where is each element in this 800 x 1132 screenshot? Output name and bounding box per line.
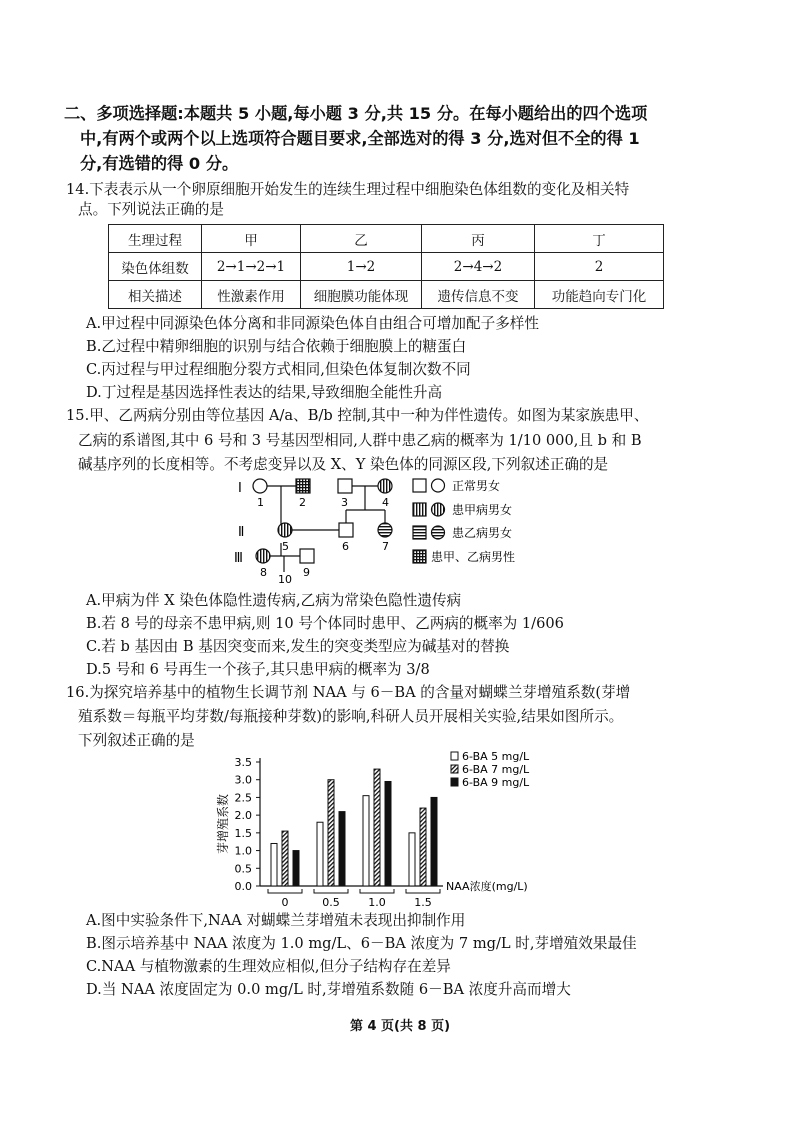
y-tick-label: 3.5 [234,756,252,769]
chart-legend [451,750,530,789]
q16-option-d: D.当 NAA 浓度固定为 0.0 mg/L 时,芽增殖系数随 6－BA 浓度升高而增大 [86,981,571,998]
individual-numbers [257,496,389,584]
group-bracket [406,889,440,893]
legend-entry: 6-BA 5 mg/L [462,750,530,763]
individual-6 [339,523,353,537]
bar [328,780,334,886]
generation-label-ii: Ⅱ [238,525,245,540]
x-tick-label: 0 [281,896,289,909]
number-5: 5 [282,540,289,553]
individual-5 [278,523,292,537]
section-header-line-2: 中,有两个或两个以上选项符合题目要求,全部选对的得 3 分,选对但不全的得 1 [80,129,640,148]
bar [293,851,299,886]
q14-option-b: B.乙过程中精卵细胞的识别与结合依赖于细胞膜上的糖蛋白 [86,338,467,355]
individual-4 [378,479,392,493]
table-cell: 丙 [422,225,535,253]
table-cell: 甲 [202,225,301,253]
table-cell: 2 [535,253,664,281]
legend-swatch [451,765,458,773]
table-cell: 功能趋向专门化 [535,281,664,309]
group-bracket [268,889,302,893]
page-footer: 第 4 页(共 8 页) [349,1019,451,1034]
bar [374,769,380,886]
table-cell: 丁 [535,225,664,253]
bar [339,812,345,886]
table-cell: 遗传信息不变 [422,281,535,309]
q14-stem-line-1: 14.下表表示从一个卵原细胞开始发生的连续生理过程中细胞染色体组数的变化及相关特 [66,181,630,198]
q16-option-a: A.图中实验条件下,NAA 对蝴蝶兰芽增殖未表现出抑制作用 [86,912,466,929]
number-8: 8 [260,566,267,579]
table-row [109,253,664,281]
group-bracket [314,889,348,893]
bar [431,797,437,886]
x-tick-label: 0.5 [322,896,340,909]
q15-option-a: A.甲病为伴 X 染色体隐性遗传病,乙病为常染色隐性遗传病 [86,592,462,609]
number-9: 9 [303,566,310,579]
bar [409,833,415,886]
table-cell: 生理过程 [109,225,202,253]
q16-option-b: B.图示培养基中 NAA 浓度为 1.0 mg/L、6－BA 浓度为 7 mg/L 时,芽增殖效果最佳 [86,935,637,952]
generation-label-i: I [238,481,242,496]
individual-3 [338,479,352,493]
q15-option-c: C.若 b 基因由 B 基因突变而来,发生的突变类型应为碱基对的替换 [86,638,510,655]
table-cell: 乙 [301,225,422,253]
individual-7 [378,523,392,537]
q14-option-d: D.丁过程是基因选择性表达的结果,导致细胞全能性升高 [86,384,443,401]
individual-9 [300,549,314,563]
q14-table [108,224,664,309]
table-row [109,281,664,309]
y-tick-label: 1.0 [234,844,252,858]
table-cell: 2→1→2→1 [202,253,301,281]
table-cell: 1→2 [301,253,422,281]
y-tick-label: 0.5 [234,862,252,876]
number-7: 7 [382,540,389,553]
legend-normal: 正常男女 [452,479,501,493]
table-cell: 细胞膜功能体现 [301,281,422,309]
table-cell: 2→4→2 [422,253,535,281]
section-header-line-3: 分,有选错的得 0 分。 [80,154,239,173]
q15-stem-line-2: 乙病的系谱图,其中 6 号和 3 号基因型相同,人群中患乙病的概率为 1/10 000,且 b 和 B [78,432,642,449]
legend-both: 患甲、乙病男性 [431,550,516,564]
legend-entry: 6-BA 7 mg/L [462,763,530,776]
q15-stem-line-1: 15.甲、乙两病分别由等位基因 A/a、B/b 控制,其中一种为伴性遗传。如图为某家族患甲、 [66,407,649,424]
q15-pedigree [230,472,550,584]
q16-stem-line-3: 下列叙述正确的是 [78,732,195,749]
q16-option-c: C.NAA 与植物激素的生理效应相似,但分子结构存在差异 [86,958,451,975]
x-axis-label: NAA浓度(mg/L) [446,880,528,893]
y-tick-label: 2.0 [234,809,252,823]
group-bracket [360,889,394,893]
legend-disease-a: 患甲病男女 [452,503,513,517]
bar [317,822,323,886]
q14-stem-line-2: 点。下列说法正确的是 [78,201,224,218]
table-cell: 染色体组数 [109,253,202,281]
table-cell: 相关描述 [109,281,202,309]
number-10: 10 [278,573,292,584]
q16-stem-line-1: 16.为探究培养基中的植物生长调节剂 NAA 与 6－BA 的含量对蝴蝶兰芽增殖系数(芽增 [66,684,631,701]
individual-8 [256,549,270,563]
q15-stem-line-3: 碱基序列的长度相等。不考虑变异以及 X、Y 染色体的同源区段,下列叙述正确的是 [78,456,609,473]
legend-entry: 6-BA 9 mg/L [462,776,530,789]
table-row [109,225,664,253]
q14-option-a: A.甲过程中同源染色体分离和非同源染色体自由组合可增加配子多样性 [86,315,539,332]
y-tick-label: 3.0 [234,773,252,787]
legend-swatch [451,752,458,760]
y-tick-label: 2.5 [234,791,252,805]
bar [282,831,288,886]
individual-1 [253,479,267,493]
legend-disease-b: 患乙病男女 [452,526,513,540]
number-1: 1 [257,496,264,509]
bar [385,781,391,886]
q14-option-c: C.丙过程与甲过程细胞分裂方式相同,但染色体复制次数不同 [86,361,471,378]
bar [363,796,369,886]
q15-option-d: D.5 号和 6 号再生一个孩子,其只患甲病的概率为 3/8 [86,661,430,678]
y-axis-label: 芽增殖系数 [216,793,230,855]
q15-option-b: B.若 8 号的母亲不患甲病,则 10 号个体同时患甲、乙两病的概率为 1/606 [86,615,564,632]
individual-2 [296,479,310,493]
bar [420,808,426,886]
x-tick-label: 1.5 [414,896,432,909]
q16-bar-chart [205,748,565,910]
number-3: 3 [341,496,348,509]
legend-swatch [451,778,458,786]
number-6: 6 [342,540,349,553]
number-2: 2 [299,496,306,509]
x-tick-label: 1.0 [368,896,386,909]
generation-label-iii: Ⅲ [234,551,243,566]
bar [271,843,277,886]
q16-stem-line-2: 殖系数＝每瓶平均芽数/每瓶接种芽数)的影响,科研人员开展相关实验,结果如图所示。 [78,708,624,725]
y-tick-label: 1.5 [234,826,252,840]
section-header-line-1: 二、多项选择题:本题共 5 小题,每小题 3 分,共 15 分。在每小题给出的四个选项 [64,104,648,123]
chart-bars [268,769,440,909]
table-cell: 性激素作用 [202,281,301,309]
number-4: 4 [382,496,389,509]
pedigree-legend [413,478,515,564]
y-tick-label: 0.0 [234,880,252,893]
